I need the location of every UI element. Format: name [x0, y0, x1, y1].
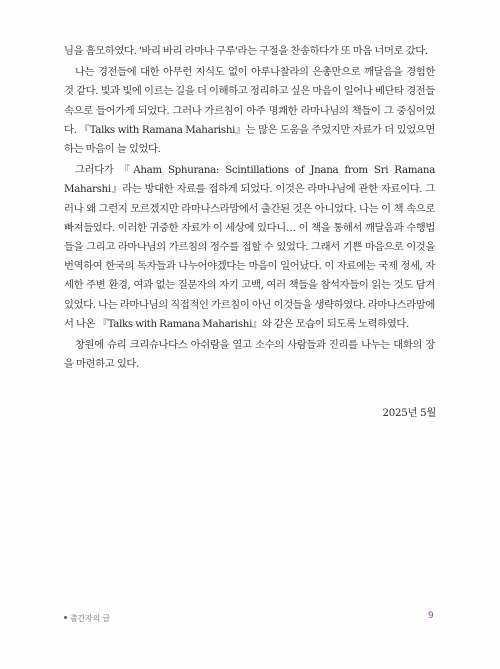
- paragraph-aham-sphurana: 그러다가 『Aham Sphurana: Scintillations of Jnana from Sri Ramana Maharshi』라는 방대한 자료를 접하게 되었다. 이것은 라마나님에 관한 자료이다. 그러나 왜 그런지 모르겠지만 라마나스라맘에서 출간된 것은 아니었다. 나는 이 책 속으로 빠져들었다. 이러한 귀중한 자료가 이 세상에 있다니… 이 책을 통해서 깨달음과 수행법들을 그리고 라마나님의 가르침의 정수를 접할 수 있었다. 그래서 기쁜 마음으로 이것을 번역하여 한국의 독자들과 나누어야겠다는 마음이 일어났다. 이 자료에는 국제 정세, 자세한 주변 환경, 여과 없는 질문자의 자기 고백, 여러 책들을 참석자들이 읽는 것도 담겨있었다. 나는 라마나님의 직접적인 가르침이 아닌 이것들을 생략하였다. 라마나스라맘에서 나온 『Talks with Ramana Maharishi』와 같은 모습이 되도록 노력하였다.: [64, 164, 435, 330]
- page-number: 9: [428, 611, 434, 621]
- date-signature: 2025년 5월: [382, 407, 436, 419]
- bullet-icon: [64, 616, 67, 619]
- paragraph-knowledge: 나는 경전들에 대한 아무런 지식도 없이 아루나찰라의 은총만으로 깨달음을 경험한 것 같다. 빛과 빛에 이르는 길을 더 이해하고 정리하고 싶은 마음이 일어나 베단타 경전들 속으로 들어가게 되었다. 그러나 가르침이 아주 명쾌한 라마나님의 책들이 그 중심이었다. 『Talks with Ramana Maharishi』는 많은 도움을 주었지만 자료가 더 있었으면 하는 마음이 늘 있었다.: [64, 66, 435, 156]
- running-footer: [64, 613, 110, 624]
- paragraph-ashram: 창원에 슈리 크리슈나다스 아쉬람을 열고 소수의 사람들과 진리를 나누는 대화의 장을 마련하고 있다.: [64, 339, 435, 371]
- paragraph-continuation: 님을 흠모하였다. '바리 바리 라마나 구루'라는 구절을 찬송하다가 또 마음 너머로 갔다.: [64, 45, 428, 57]
- body-text: [64, 42, 435, 374]
- section-label: 출간자의 글: [70, 614, 110, 623]
